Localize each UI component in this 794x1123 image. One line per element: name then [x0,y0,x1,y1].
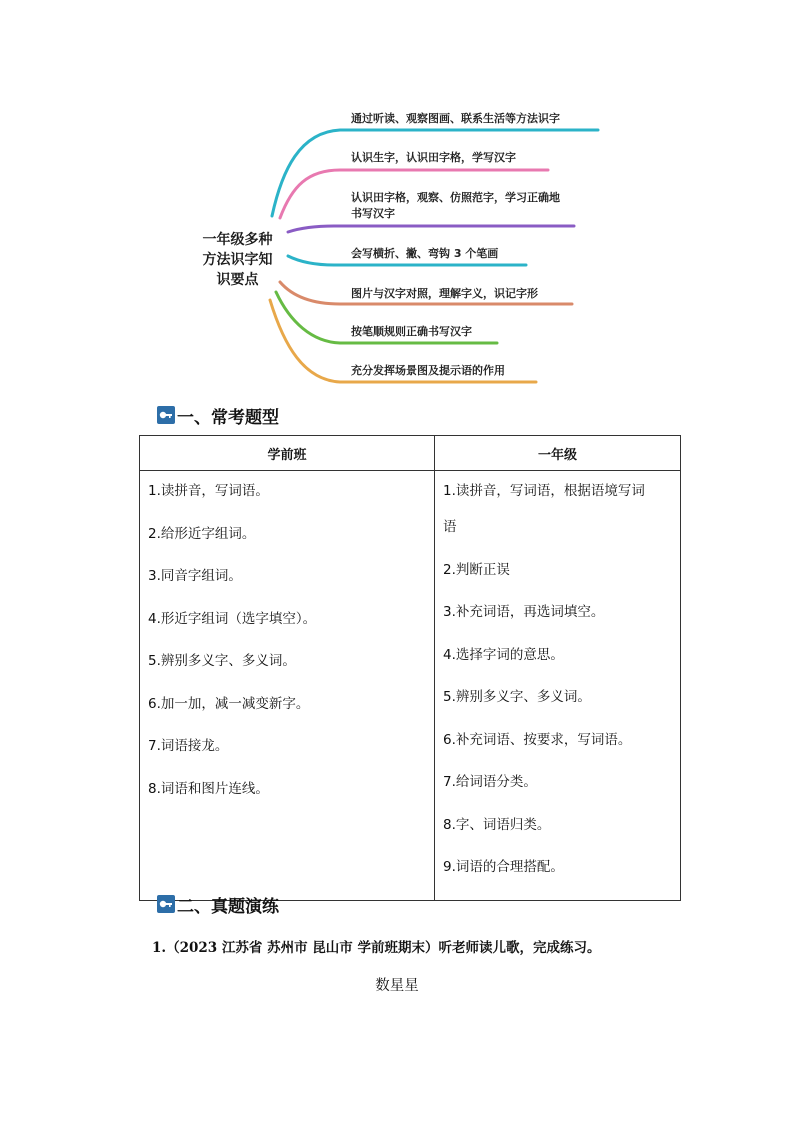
list-item: 3.补充词语，再选词填空。 [443,604,605,620]
list-item: 7.词语接龙。 [148,738,229,754]
list-item: 6.加一加，减一减变新字。 [148,695,310,712]
branch-label-3: 认识田字格，观察、仿照范字，学习正确地书写汉字 [351,191,560,220]
list-item: 9.词语的合理搭配。 [443,859,564,875]
list-item: 语 [443,519,457,535]
section-title-1: 一、常考题型 [177,407,279,428]
branch-connector-3 [288,226,574,232]
root-line-3: 识要点 [216,272,259,288]
question-types-table [139,435,681,901]
branch-label-5: 图片与汉字对照，理解字义，识记字形 [351,287,538,300]
column-header-grade1: 一年级 [435,436,681,471]
list-item: 5.辨别多义字、多义词。 [443,689,591,705]
column-header-preschool: 学前班 [140,436,435,471]
branch-label-2: 认识生字，认识田字格，学写汉字 [351,151,516,164]
root-line-1: 一年级多种 [202,232,273,248]
branch-label-1: 通过听读、观察图画、联系生活等方法识字 [351,112,560,125]
branch-label-7: 充分发挥场景图及提示语的作用 [351,364,505,377]
section-heading-2 [157,893,279,915]
list-item: 4.形近字组词（选字填空）。 [148,610,317,627]
section-heading-1 [157,404,279,426]
section-title-2: 二、真题演练 [177,896,279,917]
list-item: 8.字、词语归类。 [443,816,551,833]
grade1-cell [435,471,681,901]
list-item: 3.同音字组词。 [148,568,242,584]
list-item: 4.选择字词的意思。 [443,646,564,663]
mind-map-root [190,230,285,290]
list-item: 6.补充词语、按要求，写词语。 [443,731,632,748]
list-item: 2.判断正误 [443,561,510,578]
question-text: 1.（2023 江苏省 苏州市 昆山市 学前班期末）听老师读儿歌，完成练习。 [152,940,601,956]
mind-map [0,0,794,400]
list-item: 1.读拼音，写词语。 [148,483,269,499]
list-item: 1.读拼音，写词语，根据语境写词 [443,483,645,499]
key-icon [157,895,175,913]
key-icon [157,406,175,424]
branch-label-4: 会写横折、撇、弯钩 3 个笔画 [351,247,499,260]
poem-title: 数星星 [375,978,419,994]
list-item: 2.给形近字组词。 [148,525,256,542]
root-line-2: 方法识字知 [202,252,273,268]
list-item: 5.辨别多义字、多义词。 [148,653,296,669]
grade1-list [435,471,680,877]
branch-label-6: 按笔顺规则正确书写汉字 [351,325,472,338]
list-item: 7.给词语分类。 [443,774,537,790]
preschool-cell [140,471,435,901]
preschool-list [140,471,434,799]
list-item: 8.词语和图片连线。 [148,780,269,797]
